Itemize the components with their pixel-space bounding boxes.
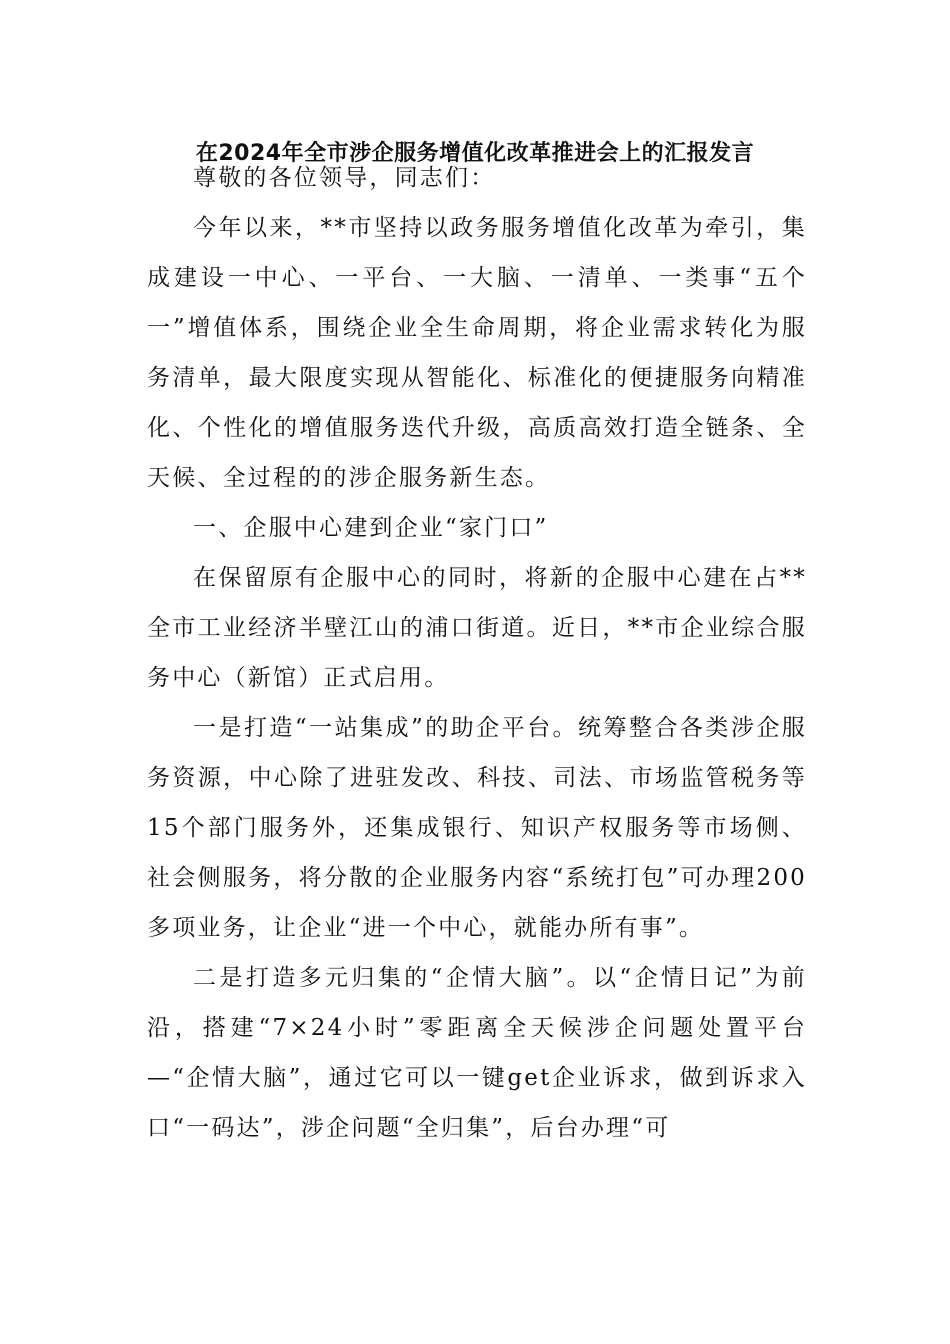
- document-title: 在2024年全市涉企服务增值化改革推进会上的汇报发言: [195, 141, 755, 166]
- salutation-paragraph: 尊敬的各位领导，同志们：: [193, 165, 496, 191]
- section-heading-1: 一、企服中心建到企业“家门口”: [193, 515, 549, 541]
- body-paragraph: 一是打造“一站集成”的助企平台。统筹整合各类涉企服务资源，中心除了进驻发改、科技、司法、市场监管税务等15个部门服务外，还集成银行、知识产权服务等市场侧、社会侧服务，将分散的企业服务内容“系统打包”可办理200多项业务，让企业“进一个中心，就能办所有事”。: [147, 715, 807, 941]
- body-paragraph: 在保留原有企服中心的同时，将新的企服中心建在占**全市工业经济半壁江山的浦口街道。近日，**市企业综合服务中心（新馆）正式启用。: [147, 565, 807, 691]
- body-paragraph: 二是打造多元归集的“企情大脑”。以“企情日记”为前沿，搭建“7×24小时”零距离全天候涉企问题处置平台—“企情大脑”，通过它可以一键get企业诉求，做到诉求入口“一码达”，涉企问题“全归集”，后台办理“可: [147, 965, 807, 1141]
- intro-paragraph: 今年以来，**市坚持以政务服务增值化改革为牵引，集成建设一中心、一平台、一大脑、一清单、一类事“五个一”增值体系，围绕企业全生命周期，将企业需求转化为服务清单，最大限度实现从智能化、标准化的便捷服务向精准化、个性化的增值服务迭代升级，高质高效打造全链条、全天候、全过程的的涉企服务新生态。: [147, 215, 807, 491]
- document-body: [147, 153, 807, 1153]
